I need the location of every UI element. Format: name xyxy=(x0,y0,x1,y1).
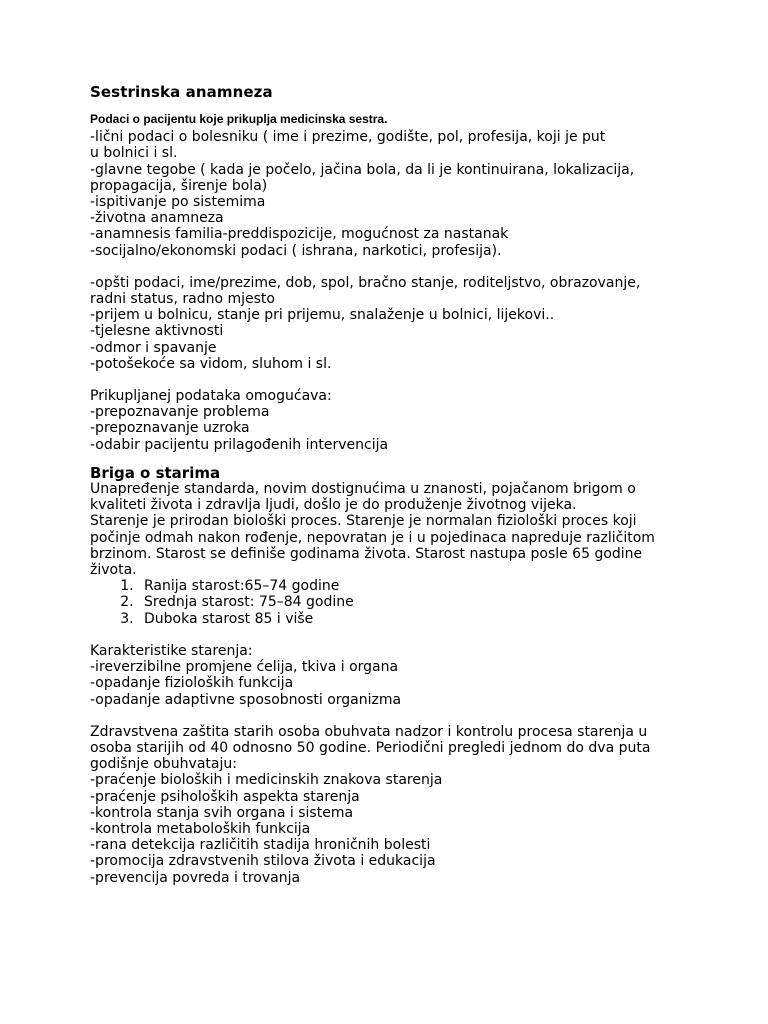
text-line: -promocija zdravstvenih stilova života i edukacija xyxy=(90,853,436,870)
text-line: -potošekoće sa vidom, sluhom i sl. xyxy=(90,355,332,372)
text-line: -prijem u bolnicu, stanje pri prijemu, snalaženje u bolnici, lijekovi.. xyxy=(90,307,555,324)
text-line: Zdravstvena zaštita starih osoba obuhvata nadzor i kontrolu procesa starenja u xyxy=(90,723,648,740)
text-line: -životna anamneza xyxy=(90,210,224,227)
text-line: kvaliteti života i zdravlja ljudi, došlo je do produženje životnog vijeka. xyxy=(90,497,577,514)
text-line: -prevencija povreda i trovanja xyxy=(90,869,301,886)
data-collection-paragraph xyxy=(90,388,690,453)
text-line: -kontrola metaboloških funkcija xyxy=(90,820,311,837)
text-line: -glavne tegobe ( kada je počelo, jačina bola, da li je kontinuirana, lokalizacija, xyxy=(90,161,635,178)
text-line: -prepoznavanje problema xyxy=(90,404,270,421)
elderly-care-paragraph xyxy=(90,481,690,578)
text-line: -praćenje psiholoških aspekta starenja xyxy=(90,788,360,805)
text-line: -kontrola stanja svih organa i sistema xyxy=(90,804,354,821)
list-item: 2. Srednja starost: 75–84 godine xyxy=(138,594,690,610)
text-line: -odmor i spavanje xyxy=(90,339,217,356)
text-line: -opadanje fizioloških funkcija xyxy=(90,675,294,692)
text-line: -lični podaci o bolesniku ( ime i prezime, godište, pol, profesija, koji je put xyxy=(90,129,606,146)
text-line: u bolnici i sl. xyxy=(90,145,178,162)
document-page xyxy=(90,84,690,886)
aging-characteristics-paragraph xyxy=(90,643,690,708)
text-line: -anamnesis familia-preddispozicije, mogućnost za nastanak xyxy=(90,226,509,243)
text-line: radni status, radno mjesto xyxy=(90,291,275,308)
text-line: -odabir pacijentu prilagođenih intervencija xyxy=(90,436,389,453)
text-line: brzinom. Starost se definiše godinama života. Starost nastupa posle 65 godine xyxy=(90,545,643,562)
text-line: -opšti podaci, ime/prezime, dob, spol, bračno stanje, roditeljstvo, obrazovanje, xyxy=(90,274,641,291)
text-line: života. xyxy=(90,562,137,579)
text-line: -praćenje bioloških i medicinskih znakova starenja xyxy=(90,772,443,789)
text-line: -opadanje adaptivne sposobnosti organizma xyxy=(90,691,402,708)
section-heading: Briga o starima xyxy=(90,463,221,482)
text-line: Starenje je prirodan biološki proces. Starenje je normalan fiziološki proces koji xyxy=(90,513,637,530)
age-group-list xyxy=(90,578,690,627)
document-title: Sestrinska anamneza xyxy=(90,83,273,101)
text-line: -ispitivanje po sistemima xyxy=(90,194,266,211)
text-line: počinje odmah nakon rođenje, nepovratan je i u pojedinaca napreduje različitom xyxy=(90,529,655,546)
text-line: -prepoznavanje uzroka xyxy=(90,420,250,437)
text-line: osoba starijih od 40 odnosno 50 godine. Periodični pregledi jednom do dva puta xyxy=(90,739,651,756)
text-line: propagacija, širenje bola) xyxy=(90,177,268,194)
text-line: Karakteristike starenja: xyxy=(90,642,253,659)
document-subtitle: Podaci o pacijentu koje prikuplja medicinska sestra. xyxy=(90,112,388,127)
list-item: 3. Duboka starost 85 i više xyxy=(138,611,690,627)
text-line: -socijalno/ekonomski podaci ( ishrana, narkotici, profesija). xyxy=(90,242,502,259)
text-line: -tjelesne aktivnosti xyxy=(90,323,224,340)
anamnesis-data-paragraph xyxy=(90,129,690,259)
text-line: -ireverzibilne promjene ćelija, tkiva i organa xyxy=(90,659,399,676)
text-line: Prikupljanej podataka omogućava: xyxy=(90,388,332,405)
health-protection-paragraph xyxy=(90,724,690,886)
list-item: 1. Ranija starost:65–74 godine xyxy=(138,578,690,594)
text-line: Unapređenje standarda, novim dostignućima u znanosti, pojačanom brigom o xyxy=(90,481,636,498)
general-data-paragraph xyxy=(90,275,690,372)
text-line: -rana detekcija različitih stadija hroničnih bolesti xyxy=(90,837,431,854)
text-line: godišnje obuhvataju: xyxy=(90,756,237,773)
